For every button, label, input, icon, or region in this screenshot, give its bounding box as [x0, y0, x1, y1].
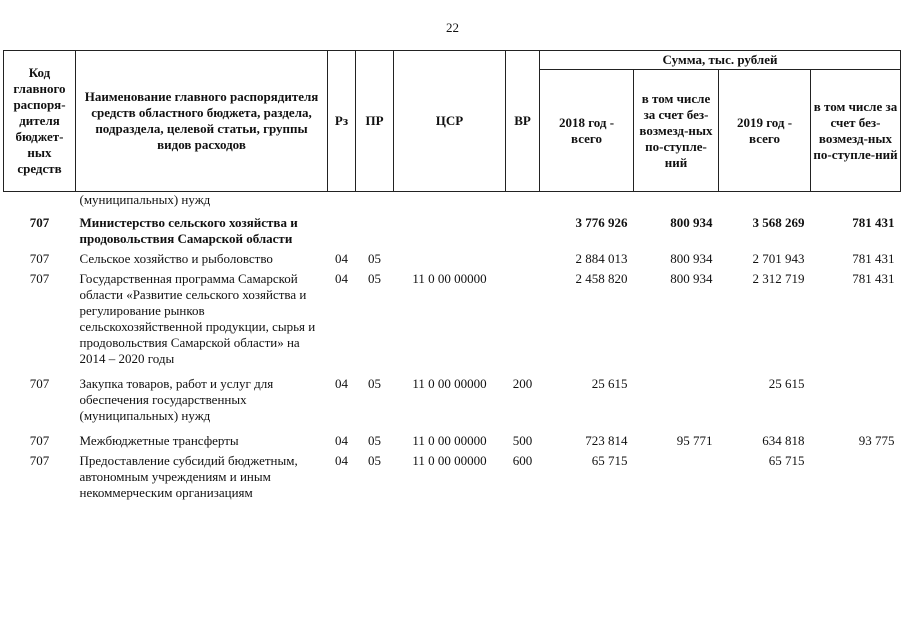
- cell-total-2019: 65 715: [768, 453, 805, 468]
- cell-name: Закупка товаров, работ и услуг для обеспечения государственных (муниципальных) нужд: [79, 376, 274, 423]
- cell-total-2018: 65 715: [591, 453, 628, 468]
- cell-total-2019: 2 312 719: [752, 271, 805, 286]
- cell-total-2018: 723 814: [585, 433, 628, 448]
- cell-code: 707: [29, 376, 50, 391]
- cell-vr: [506, 270, 540, 370]
- table-row: [4, 270, 901, 370]
- cell-code: 707: [29, 251, 50, 266]
- cell-pr: [356, 192, 394, 215]
- cell-rz: 04: [335, 433, 348, 448]
- cell-total-2018: 2 884 013: [575, 251, 628, 266]
- cell-vr: [506, 214, 540, 250]
- cell-free-2019: [811, 192, 901, 215]
- cell-code: 707: [29, 453, 50, 468]
- cell-free-2018: 800 934: [670, 215, 713, 230]
- cell-total-2019: [719, 192, 811, 215]
- cell-csr: [394, 250, 506, 270]
- header-rz: Рз: [328, 51, 356, 192]
- cell-total-2019: 3 568 269: [752, 215, 805, 230]
- cell-free-2019: 781 431: [852, 271, 895, 286]
- cell-free-2018: [634, 370, 719, 427]
- header-vr: ВР: [506, 51, 540, 192]
- cell-code: 707: [29, 215, 50, 230]
- table-row: [4, 192, 901, 215]
- cell-total-2019: 2 701 943: [752, 251, 805, 266]
- cell-total-2019: 25 615: [768, 376, 805, 391]
- cell-csr: [394, 214, 506, 250]
- cell-code: 707: [29, 271, 50, 286]
- table-row: [4, 452, 901, 504]
- header-total-2019: 2019 год - всего: [719, 70, 811, 192]
- cell-vr: 500: [512, 433, 533, 448]
- cell-pr: 05: [368, 453, 381, 468]
- table-row: [4, 250, 901, 270]
- cell-rz: 04: [335, 453, 348, 468]
- cell-csr: 11 0 00 00000: [412, 271, 487, 286]
- budget-table: [3, 50, 901, 504]
- cell-free-2019: [811, 452, 901, 504]
- cell-code: [4, 192, 76, 215]
- cell-free-2019: 93 775: [858, 433, 895, 448]
- cell-total-2018: 2 458 820: [575, 271, 628, 286]
- table-row: [4, 427, 901, 452]
- cell-vr: 600: [512, 453, 533, 468]
- header-free-2018: в том числе за счет без-возмезд-ных по-ступле-ний: [634, 70, 719, 192]
- table-row: [4, 370, 901, 427]
- cell-code: 707: [29, 433, 50, 448]
- cell-pr: 05: [368, 376, 381, 391]
- cell-total-2018: [540, 192, 634, 215]
- header-code: Код главного распоря-дителя бюджет-ных средств: [4, 51, 76, 192]
- cell-vr: 200: [512, 376, 533, 391]
- cell-total-2018: 3 776 926: [575, 215, 628, 230]
- cell-name: Межбюджетные трансферты: [79, 433, 239, 448]
- header-pr: ПР: [356, 51, 394, 192]
- cell-rz: [328, 214, 356, 250]
- cell-pr: 05: [368, 433, 381, 448]
- cell-rz: 04: [335, 376, 348, 391]
- cell-free-2019: 781 431: [852, 251, 895, 266]
- cell-csr: 11 0 00 00000: [412, 453, 487, 468]
- header-total-2018: 2018 год - всего: [540, 70, 634, 192]
- cell-rz: [328, 192, 356, 215]
- cell-name: Министерство сельского хозяйства и продовольствия Самарской области: [79, 215, 298, 246]
- cell-pr: 05: [368, 271, 381, 286]
- cell-free-2018: 800 934: [670, 251, 713, 266]
- cell-free-2018: [634, 452, 719, 504]
- cell-name: Государственная программа Самарской области «Развитие сельского хозяйства и регулирование рынков сельскохозяйственной продукции, сырья и продовольствия Самарской области» на 2014 – 2020 годы: [79, 271, 316, 366]
- cell-total-2018: 25 615: [591, 376, 628, 391]
- cell-free-2018: 800 934: [670, 271, 713, 286]
- header-sum-group: Сумма, тыс. рублей: [540, 51, 901, 70]
- header-name: Наименование главного распорядителя средств областного бюджета, раздела, подраздела, целевой статьи, группы видов расходов: [76, 51, 328, 192]
- cell-rz: 04: [335, 271, 348, 286]
- cell-csr: 11 0 00 00000: [412, 433, 487, 448]
- cell-vr: [506, 192, 540, 215]
- cell-pr: [356, 214, 394, 250]
- table-row: [4, 214, 901, 250]
- cell-total-2019: 634 818: [762, 433, 805, 448]
- cell-name: Сельское хозяйство и рыболовство: [79, 251, 273, 266]
- cell-name: (муниципальных) нужд: [79, 192, 211, 207]
- header-free-2019: в том числе за счет без-возмезд-ных по-ступле-ний: [811, 70, 901, 192]
- cell-name: Предоставление субсидий бюджетным, автономным учреждениям и иным некоммерческим организациям: [79, 453, 298, 500]
- cell-csr: [394, 192, 506, 215]
- cell-csr: 11 0 00 00000: [412, 376, 487, 391]
- cell-free-2019: 781 431: [852, 215, 895, 230]
- cell-free-2018: [634, 192, 719, 215]
- cell-vr: [506, 250, 540, 270]
- cell-pr: 05: [368, 251, 381, 266]
- cell-rz: 04: [335, 251, 348, 266]
- cell-free-2018: 95 771: [676, 433, 713, 448]
- cell-free-2019: [811, 370, 901, 427]
- header-csr: ЦСР: [394, 51, 506, 192]
- page-number: 22: [446, 20, 459, 35]
